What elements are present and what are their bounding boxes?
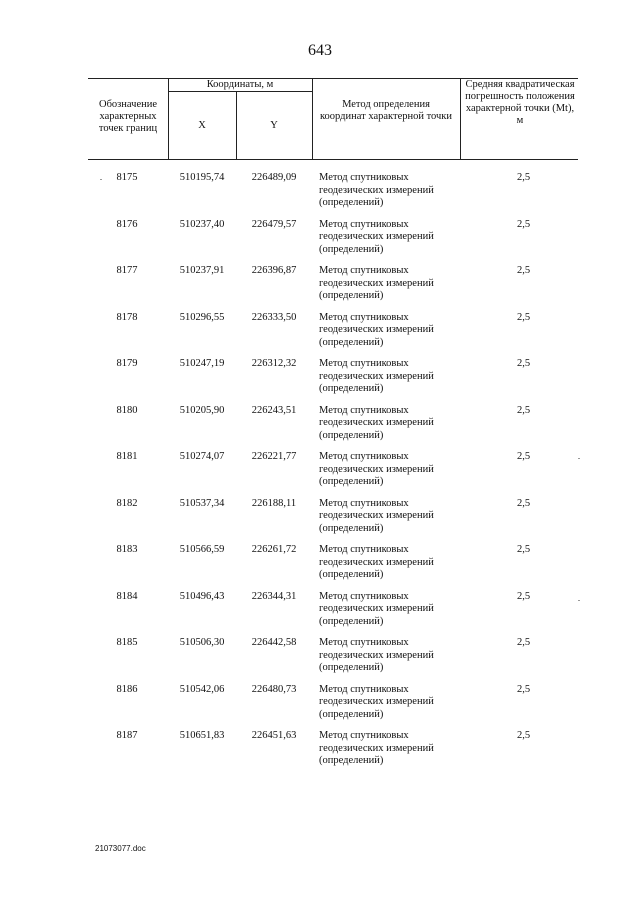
header-y: Y — [270, 120, 278, 131]
method: Метод спутниковых геодезических измерений (определений) — [319, 730, 434, 766]
table-row — [88, 172, 578, 219]
coord-x: 510537,34 — [179, 497, 225, 509]
document-filename: 21073077.doc — [95, 844, 146, 853]
method: Метод спутниковых геодезических измерений (определений) — [319, 404, 434, 441]
table-row — [88, 730, 578, 777]
method: Метод спутниковых геодезических измерений (определений) — [319, 544, 434, 580]
point-number: 8176 — [116, 218, 138, 230]
coord-y: 226480,73 — [251, 683, 297, 695]
point-number: 8182 — [116, 497, 138, 509]
header-error: Средняя квадратическая погрешность положения характерной точки (Mt), м — [465, 79, 575, 126]
error: 2,5 — [516, 265, 531, 276]
table-row — [88, 591, 578, 638]
coord-x: 510296,55 — [179, 311, 225, 323]
method: Метод спутниковых геодезических измерений (определений) — [319, 637, 434, 673]
method: Метод спутниковых геодезических измерений (определений) — [319, 590, 434, 627]
table-row — [88, 684, 578, 731]
point-number: 8183 — [116, 544, 138, 555]
coord-x: 510247,19 — [179, 358, 225, 369]
coord-x: 510496,43 — [179, 590, 225, 602]
coord-y: 226479,57 — [251, 218, 297, 230]
point-number: 8184 — [116, 590, 138, 602]
error: 2,5 — [516, 590, 531, 602]
error: 2,5 — [516, 497, 531, 509]
point-number: 8180 — [116, 404, 138, 416]
error: 2,5 — [516, 172, 531, 183]
table-row — [88, 544, 578, 591]
coord-y: 226442,58 — [251, 637, 297, 648]
coords-group-rule — [168, 91, 312, 92]
coord-y: 226188,11 — [251, 497, 297, 509]
coord-y: 226451,63 — [251, 730, 297, 741]
method: Метод спутниковых геодезических измерений (определений) — [319, 172, 434, 208]
coord-y: 226344,31 — [251, 590, 297, 602]
error: 2,5 — [516, 451, 531, 462]
error: 2,5 — [516, 730, 531, 741]
point-number: 8181 — [116, 451, 138, 462]
point-number: 8179 — [116, 358, 138, 369]
point-number: 8178 — [116, 311, 138, 323]
error: 2,5 — [516, 358, 531, 369]
method: Метод спутниковых геодезических измерений (определений) — [319, 218, 434, 255]
error: 2,5 — [516, 404, 531, 416]
table-row — [88, 219, 578, 266]
coord-y: 226312,32 — [251, 358, 297, 369]
coord-y: 226243,51 — [251, 404, 297, 416]
coord-x: 510195,74 — [179, 172, 225, 183]
scan-speck — [100, 179, 102, 180]
coord-y: 226261,72 — [251, 544, 297, 555]
table-row — [88, 498, 578, 545]
point-number: 8185 — [116, 637, 138, 648]
header-bottom-rule — [88, 159, 578, 160]
table-row — [88, 312, 578, 359]
coord-x: 510566,59 — [179, 544, 225, 555]
coord-x: 510205,90 — [179, 404, 225, 416]
table-row — [88, 405, 578, 452]
error: 2,5 — [516, 218, 531, 230]
method: Метод спутниковых геодезических измерений (определений) — [319, 451, 434, 487]
error: 2,5 — [516, 637, 531, 648]
coord-x: 510651,83 — [179, 730, 225, 741]
coord-y: 226396,87 — [251, 265, 297, 276]
table-row — [88, 358, 578, 405]
header-method: Метод определения координат характерной точки — [319, 99, 453, 122]
point-number: 8177 — [116, 265, 138, 276]
page-number: 643 — [308, 42, 332, 59]
point-number: 8186 — [116, 683, 138, 695]
table-row — [88, 451, 578, 498]
point-number: 8187 — [116, 730, 138, 741]
method: Метод спутниковых геодезических измерений (определений) — [319, 358, 434, 394]
coord-x: 510237,91 — [179, 265, 225, 276]
coord-x: 510237,40 — [179, 218, 225, 230]
coord-x: 510542,06 — [179, 683, 225, 695]
header-x: X — [198, 120, 206, 131]
coord-y: 226489,09 — [251, 172, 297, 183]
method: Метод спутниковых геодезических измерений (определений) — [319, 311, 434, 348]
coord-x: 510506,30 — [179, 637, 225, 648]
table-row — [88, 265, 578, 312]
method: Метод спутниковых геодезических измерений (определений) — [319, 683, 434, 720]
error: 2,5 — [516, 311, 531, 323]
coord-x: 510274,07 — [179, 451, 225, 462]
header-coordinates: Координаты, м — [206, 79, 274, 90]
col-divider-3 — [312, 78, 313, 160]
method: Метод спутниковых геодезических измерений (определений) — [319, 497, 434, 534]
coord-y: 226221,77 — [251, 451, 297, 462]
coord-y: 226333,50 — [251, 311, 297, 323]
error: 2,5 — [516, 683, 531, 695]
scan-speck — [578, 458, 580, 459]
col-divider-4 — [460, 78, 461, 160]
table-body — [88, 172, 578, 777]
table-row — [88, 637, 578, 684]
error: 2,5 — [516, 544, 531, 555]
table-header — [88, 78, 578, 160]
scan-speck — [578, 600, 580, 601]
header-points: Обозначение характерных точек границ — [98, 99, 158, 134]
point-number: 8175 — [116, 172, 138, 183]
method: Метод спутниковых геодезических измерений (определений) — [319, 265, 434, 301]
